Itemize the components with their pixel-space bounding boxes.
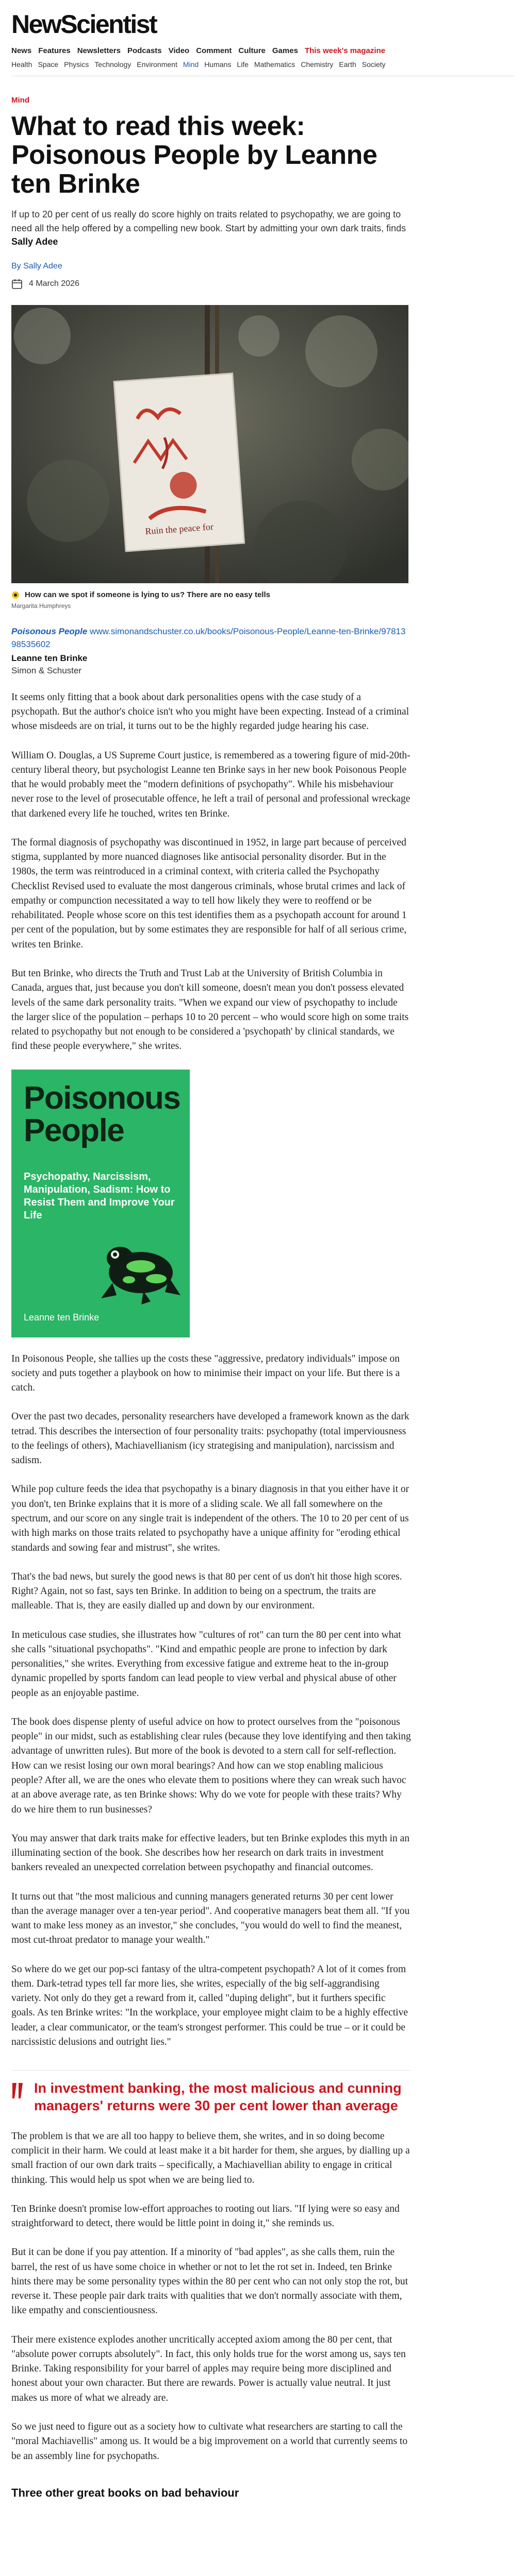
nav-newsletters[interactable]: Newsletters bbox=[77, 46, 121, 55]
paragraph: But ten Brinke, who directs the Truth and Trust Lab at the University of British Columbia in Canada, argues that, just because you don't kill someone, doesn't mean you don't possess elevated levels of the same dark personality traits. "When we expand our view of psychopathy to include the larger slice of the population – perhaps 10 to 20 percent – who would score high on some traits related to psychopathy but not enough to be considered a 'psychopath' by clinical standards, we find these people everywhere," she writes. bbox=[11, 968, 409, 1052]
book-cover bbox=[11, 1070, 190, 1337]
paragraph: That's the bad news, but surely the good news is that 80 per cent of us don't hit those high scores. Right? Again, not so fast, says ten Brinke. In addition to being on a spectrum, the traits are malleable. That is, they are easily dialled up and down by our environment. bbox=[11, 1571, 402, 1612]
cover-title-line2: People bbox=[24, 1112, 124, 1148]
hero-image bbox=[11, 305, 408, 583]
dateline bbox=[11, 278, 515, 290]
topic-humans[interactable]: Humans bbox=[204, 60, 232, 69]
topic-nav bbox=[11, 60, 515, 76]
topic-earth[interactable]: Earth bbox=[339, 60, 356, 69]
article-headline: What to read this week: Poisonous People by Leanne ten Brinke bbox=[11, 111, 377, 199]
more-books-heading: Three other great books on bad behaviour bbox=[11, 2486, 239, 2499]
nav-podcasts[interactable]: Podcasts bbox=[127, 46, 162, 55]
paragraph: It seems only fitting that a book about dark personalities opens with the case study of a psychopath. But the author's choice isn't who you might have been expecting. Instead of a criminal whose misdeeds are on trial, it turns out to be the highly regarded judge hearing his case. bbox=[11, 691, 409, 732]
paragraph: In meticulous case studies, she illustrates how "cultures of rot" can turn the 80 per cent into what she calls "situational psychopaths". "Kind and empathic people are prone to infection by dark personalities," she writes. Everything from excessive fatigue and extreme heat to the in-group dynamic propelled by sports fandom can lead people to view verbal and physical abuse of other people as an enjoyable pastime. bbox=[11, 1629, 401, 1699]
site-logo[interactable]: NewScientist bbox=[11, 10, 157, 39]
publish-date: 4 March 2026 bbox=[29, 279, 79, 288]
standfirst-text: If up to 20 per cent of us really do score highly on traits related to psychopathy, we are going to need all the help offered by a compelling new book. Start by admitting your own dark traits, finds bbox=[11, 209, 406, 233]
paragraph: William O. Douglas, a US Supreme Court justice, is remembered as a towering figure of mid-20th-century liberal theory, but psychologist Leanne ten Brinke says in her new book Poisonous People that he would probably meet the "modern definitions of psychopathy". While his misbehaviour never rose to the level of prosecutable offence, he left a trail of personal and professional wreckage that darkened every life he touched, writes ten Brinke. bbox=[11, 750, 410, 819]
book-publisher: Simon & Schuster bbox=[11, 665, 82, 675]
poison-frog-icon bbox=[92, 1226, 185, 1309]
topic-health[interactable]: Health bbox=[11, 60, 32, 69]
camera-icon bbox=[11, 591, 20, 599]
nav-games[interactable]: Games bbox=[272, 46, 298, 55]
paragraph: Ten Brinke doesn't promise low-effort approaches to rooting out liars. "If lying were so easy and straightforward to detect, there would be little point in doing it," she reminds us. bbox=[11, 2203, 400, 2229]
page-end-spacer bbox=[11, 2500, 515, 2531]
caption-text: How can we spot if someone is lying to us? There are no easy tells bbox=[25, 590, 270, 599]
cover-title bbox=[24, 1082, 180, 1147]
hero-photo-illustration bbox=[11, 305, 408, 583]
topic-space[interactable]: Space bbox=[38, 60, 59, 69]
topic-physics[interactable]: Physics bbox=[64, 60, 89, 69]
quote-mark-icon bbox=[11, 2082, 25, 2099]
nav-magazine[interactable]: This week's magazine bbox=[304, 46, 386, 55]
cover-title-line1: Poisonous bbox=[24, 1080, 180, 1116]
book-author: Leanne ten Brinke bbox=[11, 653, 88, 663]
main-nav bbox=[11, 46, 515, 55]
standfirst bbox=[11, 208, 408, 248]
pull-quote bbox=[11, 2070, 411, 2115]
sign-handwriting: Ruin the peace for bbox=[144, 521, 214, 536]
topic-technology[interactable]: Technology bbox=[94, 60, 132, 69]
paragraph: But it can be done if you pay attention. If a minority of "bad apples", as she calls them, ruin the barrel, the rest of us have some choice in whether or not to let the rot set in. Indeed, ten Brinke hints there may be some personality types within the 80 per cent who can not only stop the rot, but reverse it. These people pair dark traits with qualities that we don't normally associate with them, like empathy and conscientiousness. bbox=[11, 2247, 408, 2316]
paragraph: Their mere existence explodes another uncritically accepted axiom among the 80 per cent, that "absolute power corrupts absolutely". In fact, this only holds true for the worst among us, says ten Brinke. Taking responsibility for your barrel of apples may require being more disciplined and honest about your own character. But there are rewards. Power is actually value neutral. It just makes us more of what we already are. bbox=[11, 2334, 406, 2403]
calendar-icon bbox=[11, 278, 23, 290]
pull-quote-text: In investment banking, the most malicious and cunning managers' returns were 30 per cent lower than average bbox=[34, 2080, 402, 2113]
article-body bbox=[11, 690, 515, 2464]
book-link-url[interactable]: www.simonandschuster.co.uk/books/Poisonous-People/Leanne-ten-Brinke/9781398535602 bbox=[11, 626, 406, 650]
paragraph: While pop culture feeds the idea that psychopathy is a binary diagnosis in that you either have it or you don't, ten Brinke explains that it is more of a sliding scale. We all fall somewhere on the spectrum, and our score on any single trait is independent of the others. The 10 to 20 per cent of us with high marks on those traits related to psychopathy have a unique affinity for "eroding ethical standards and sowing fear and mistrust", she writes. bbox=[11, 1484, 409, 1553]
book-link-title[interactable]: Poisonous People bbox=[11, 626, 88, 636]
site-header bbox=[0, 0, 526, 76]
nav-video[interactable]: Video bbox=[168, 46, 190, 55]
paragraph: It turns out that "the most malicious and cunning managers generated returns 30 per cent lower than the average manager over a ten-year period". And cooperative managers beat them all. "If you want to make less money as an investor," she concludes, "you would do well to find the meanest, most cut-throat predator to manage your wealth." bbox=[11, 1891, 410, 1946]
paragraph: In Poisonous People, she tallies up the costs these "aggressive, predatory individuals" impose on society and puts together a playbook on how to minimise their impact on your life. But there is a catch. bbox=[11, 1353, 400, 1394]
paragraph: You may answer that dark traits make for effective leaders, but ten Brinke explodes this myth in an illuminating section of the book. She describes how her research on dark traits in investment bankers revealed an unexpected correlation between psychopathy and financial outcomes. bbox=[11, 1833, 410, 1873]
paragraph: The problem is that we are all too happy to believe them, she writes, and in so doing become complicit in their harm. We could at least make it a bit harder for them, she argues, by dialling up a small fraction of our own dark traits – specifically, a Machiavellian ability to engage in critical thinking. This would help us spot when we are being lied to. bbox=[11, 2130, 410, 2185]
paragraph: So where do we get our pop-sci fantasy of the ultra-competent psychopath? A lot of it comes from them. Dark-tetrad types tell far more lies, she writes, especially of the big self-aggrandising variety. Not only do they get a reward from it, called "duping delight", but it furthers specific goals. As ten Brinke writes: "In the workplace, your employee might claim to be a highly effective leader, a clear communicator, or the team's strongest performer. This could be true – or it could be narcissistic delusions and outright lies." bbox=[11, 1963, 408, 2047]
nav-comment[interactable]: Comment bbox=[196, 46, 232, 55]
hero-caption bbox=[11, 590, 515, 599]
nav-culture[interactable]: Culture bbox=[238, 46, 266, 55]
article bbox=[0, 96, 526, 2531]
paragraph: The book does dispense plenty of useful advice on how to protect ourselves from the "poisonous people" in our midst, such as establishing clear rules (because they love identifying and then taking advantage of unwritten rules). But more of the book is devoted to a stern call for self-reflection. How can we resist losing our own moral bearings? And how can we stop enabling malicious people? After all, we are the ones who elevate them to positions where they can wreak such havoc at an above average rate, as ten Brinke shows: Why do we vote for people with these traits? Why do we hire them to run businesses? bbox=[11, 1716, 411, 1815]
byline[interactable]: By Sally Adee bbox=[11, 261, 62, 270]
book-link[interactable] bbox=[11, 625, 408, 651]
section-label[interactable]: Mind bbox=[11, 96, 29, 105]
paragraph: The formal diagnosis of psychopathy was discontinued in 1952, in large part because of perceived stigma, supplanted by more nuanced diagnoses like antisocial personality disorder. But in the 1980s, the term was reintroduced in a criminal context, with criteria called the Psychopathy Checklist Revised used to evaluate the most dangerous criminals, whose brutal crimes and lack of empathy or compunction necessitated a way to tell how likely they were to reoffend or be rehabilitated. People whose score on this test identifies them as a psychopath account for around 1 per cent of the population, but by some estimates they are responsible for half of all serious crime, writes ten Brinke. bbox=[11, 837, 407, 950]
standfirst-author: Sally Adee bbox=[11, 236, 58, 247]
topic-mind[interactable]: Mind bbox=[183, 60, 199, 69]
cover-author: Leanne ten Brinke bbox=[24, 1312, 100, 1323]
topic-life[interactable]: Life bbox=[237, 60, 249, 69]
nav-features[interactable]: Features bbox=[38, 46, 71, 55]
topic-environment[interactable]: Environment bbox=[137, 60, 177, 69]
topic-society[interactable]: Society bbox=[361, 60, 386, 69]
topic-chemistry[interactable]: Chemistry bbox=[301, 60, 334, 69]
paragraph: So we just need to figure out as a society how to cultivate what researchers are starting to call the "moral Machiavellis" among us. It would be a big improvement on a world that currently seems to be an assembly line for psychopaths. bbox=[11, 2421, 408, 2462]
image-credit: Margarita Humphreys bbox=[11, 602, 71, 609]
cover-subtitle: Psychopathy, Narcissism, Manipulation, Sadism: How to Resist Them and Improve Your Life bbox=[24, 1171, 175, 1221]
paragraph: Over the past two decades, personality researchers have developed a framework known as the dark tetrad. This describes the intersection of four personality traits: psychopathy (total imperviousness to the feelings of others), Machiavellianism (icy strategising and manipulation), narcissism and sadism. bbox=[11, 1411, 409, 1466]
nav-news[interactable]: News bbox=[11, 46, 32, 55]
topic-mathematics[interactable]: Mathematics bbox=[254, 60, 295, 69]
